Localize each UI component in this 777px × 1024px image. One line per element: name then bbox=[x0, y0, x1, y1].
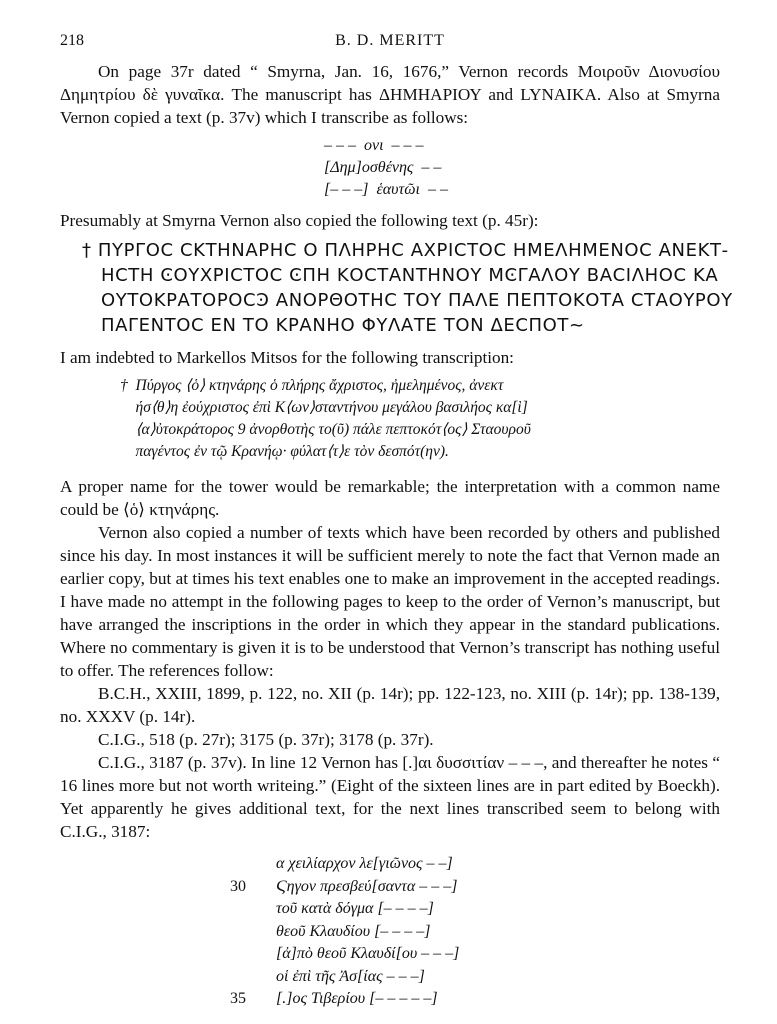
inscription-line bbox=[230, 876, 720, 899]
reference-cig-518: C.I.G., 518 (p. 27r); 3175 (p. 37r); 3178 (p. 37r). bbox=[98, 730, 434, 749]
reference-bch: B.C.H., XXIII, 1899, p. 122, no. XII (p. 14r); pp. 122-123, no. XIII (p. 14r); pp. 138-139, no. XXXV (p. 14r). bbox=[60, 684, 720, 726]
page-number: 218 bbox=[60, 32, 84, 49]
line-text: οἱ ἐπὶ τῆς Ἀσ[ίας – – –] bbox=[276, 967, 425, 985]
running-header bbox=[60, 32, 720, 60]
references bbox=[60, 682, 720, 843]
paragraph-smyrna-record: On page 37r dated “ Smyrna, Jan. 16, 1676,” Vernon records Μοιροῦν Διονυσίου Δημητρίου δὲ γυναῖκα. The manuscript has ΔΗΜΗΑΡΙΟΥ and LYNAIKA. Also at Smyrna Vernon copied a text (p. 37v) which I transcribe as follows: bbox=[60, 62, 720, 127]
transcription-line: † Πύργος ⟨ὁ⟩ κτηνάρης ὁ πλήρης ἄχριστος, ἠμελημένος, ἀνεκτ bbox=[120, 377, 504, 394]
line-text: θεοῦ Κλαυδίου [– – – –] bbox=[276, 922, 431, 940]
paragraph-vernon-copies: Vernon also copied a number of texts which have been recorded by others and published since his day. In most instances it will be sufficient merely to note the fact that Vernon made an earlier copy, but at times his text enables one to make an improvement in the accepted readings. I have made no attempt in the following pages to keep to the order of Vernon’s manuscript, but have arranged the inscriptions in the order in which they appear in the standard publications. Where no commentary is given it is to be understood that Vernon’s transcript has nothing useful to offer. The references follow: bbox=[60, 523, 720, 680]
inscription-line bbox=[230, 898, 720, 921]
transcription-line: ⟨α⟩ὐτοκράτορος 9 ἀνορθοτὴς το(ῦ) πάλε πεπτοκότ⟨ος⟩ Σταουροῦ bbox=[120, 421, 531, 438]
transcription-line: ήσ⟨θ⟩η ἐούχριστος ἐπὶ Κ⟨ων⟩σταντήνου μεγάλου βασιλήος κα[ὶ] bbox=[120, 399, 528, 416]
numbered-inscription bbox=[230, 853, 720, 1011]
inscription-line bbox=[230, 921, 720, 944]
mitsos-transcription bbox=[120, 375, 720, 463]
fragment-line: [Δημ]οσθένης – – bbox=[324, 159, 442, 176]
line-text: τοῦ κατὰ δόγμα [– – – –] bbox=[276, 900, 434, 917]
uncial-line: ΗϹΤΗ ϾΟΥΧΡΙϹΤΟϹ ϾΠΗ ΚΟϹΤΑΝΤΗΝΟΥ ΜϾΓΑΛΟΥ ΒΑϹΙΛΗΟϹ ΚΑ bbox=[82, 265, 719, 286]
reference-cig-3187: C.I.G., 3187 (p. 37v). In line 12 Vernon has [.]αι δυσσιτίαν – – –, and thereafter he notes “ 16 lines more but not worth writeing.” (Eight of the sixteen lines are in part edited by Boeckh). Yet apparently he gives additional text, for the next lines transcribed seem to belong with C.I.G., 3187: bbox=[60, 753, 720, 841]
transcription-line: παγέντος ἐν τῷ Κρανήῳ· φύλατ⟨τ⟩ε τὸν δεσπότ(ην). bbox=[120, 443, 449, 460]
inscription-line bbox=[230, 966, 720, 989]
paragraph-acknowledgement: I am indebted to Markellos Mitsos for the following transcription: bbox=[60, 348, 514, 367]
running-author: B. D. MERITT bbox=[335, 32, 445, 49]
inscription-line bbox=[230, 988, 720, 1011]
uncial-inscription bbox=[82, 238, 733, 338]
fragment-line: – – – ονι – – – bbox=[324, 137, 424, 154]
uncial-line: † ΠΥΡΓΟϹ ϹΚΤΗΝΑΡΗϹ Ο ΠΛΗΡΗϹ ΑΧΡΙϹΤΟϹ ΗΜΕΛΗΜΕΝΟϹ ΑΝΕΚΤ- bbox=[82, 240, 729, 261]
paragraph-smyrna-copy: Presumably at Smyrna Vernon also copied the following text (p. 45r): bbox=[60, 211, 539, 230]
line-text: [ἀ]πὸ θεοῦ Κλαυδί[ου – – –] bbox=[276, 945, 460, 962]
line-number: 30 bbox=[230, 877, 246, 895]
line-text: [.]ος Τιβερίου [– – – – –] bbox=[276, 990, 438, 1007]
inscription-line bbox=[230, 943, 720, 966]
line-text: Ϛηγον πρεσβεύ[σαντα – – –] bbox=[276, 877, 458, 895]
page bbox=[60, 32, 733, 1011]
inscription-line bbox=[230, 853, 720, 876]
paragraph-proper-name: A proper name for the tower would be remarkable; the interpretation with a common name could be ⟨ὁ⟩ κτηνάρης. bbox=[60, 477, 720, 519]
line-text: α χειλίαρχον λε[γιῶνος – –] bbox=[276, 855, 453, 872]
fragment-transcription bbox=[324, 135, 720, 201]
line-number: 35 bbox=[230, 990, 246, 1007]
uncial-line: ΟΥΤΟΚΡΑΤΟΡΟϹϿ ΑΝΟΡΘΟΤΗϹ ΤΟΥ ΠΑΛΕ ΠΕΠΤΟΚΟΤΑ ϹΤΑΟΥΡΟΥ bbox=[82, 290, 733, 311]
fragment-line: [– – –] ἑαυτῶι – – bbox=[324, 181, 448, 198]
uncial-line: ΠΑΓΕΝΤΟϹ ΕΝ ΤΟ ΚΡΑΝΗΟ ΦΥΛΑΤΕ ΤΟΝ ΔΕϹΠΟΤ~ bbox=[82, 315, 585, 336]
